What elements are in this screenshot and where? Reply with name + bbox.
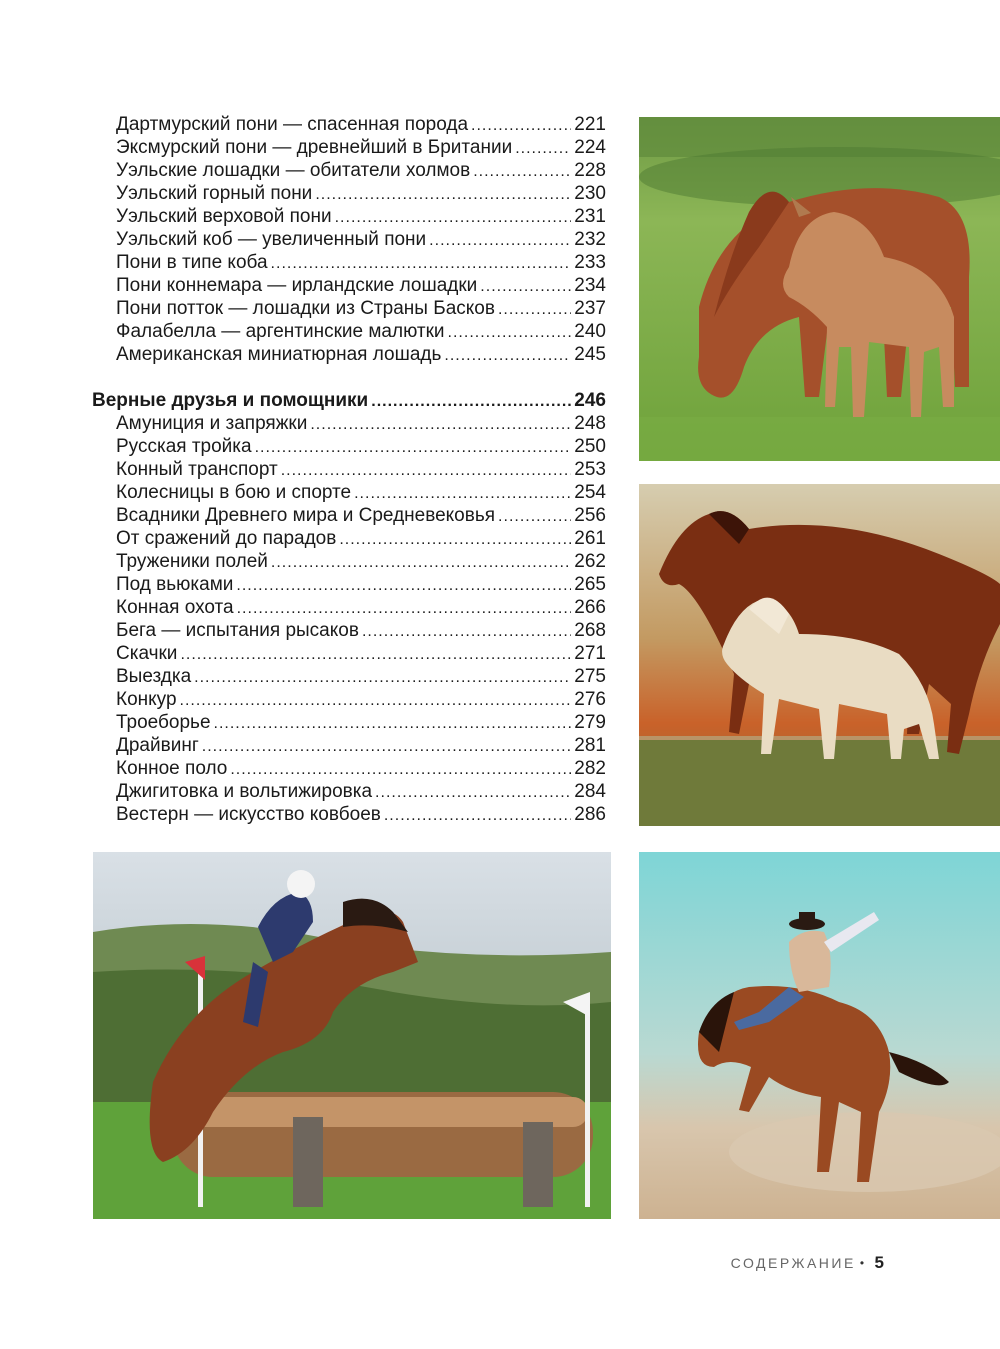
toc-entry-page: 281 (574, 735, 606, 756)
toc-entry-page: 276 (574, 689, 606, 710)
toc-entry-page: 228 (574, 160, 606, 181)
toc-dot-leader (335, 206, 572, 229)
toc-entry-page: 254 (574, 482, 606, 503)
toc-entry-page: 248 (574, 413, 606, 434)
toc-dot-leader (214, 712, 572, 735)
toc-dot-leader (194, 666, 571, 689)
toc-entry-page: 253 (574, 459, 606, 480)
toc-dot-leader (480, 275, 571, 298)
toc-entry (92, 343, 606, 366)
toc-dot-leader (429, 229, 571, 252)
toc-entry-page: 232 (574, 229, 606, 250)
toc-entry-page: 224 (574, 137, 606, 158)
toc-entry-page: 271 (574, 643, 606, 664)
toc-dot-leader (448, 321, 572, 344)
toc-entry-page: 230 (574, 183, 606, 204)
toc-entry-title: Конная охота (116, 597, 234, 618)
table-of-contents (92, 113, 606, 826)
toc-entry-page: 221 (574, 114, 606, 135)
toc-dot-leader (498, 505, 571, 528)
toc-entry (92, 642, 606, 665)
toc-entry (92, 711, 606, 734)
toc-entry-page: 261 (574, 528, 606, 549)
photo-cross-country-jump (93, 852, 611, 1219)
toc-dot-leader (236, 574, 571, 597)
toc-entry-page: 231 (574, 206, 606, 227)
toc-entry (92, 251, 606, 274)
toc-entry (92, 320, 606, 343)
toc-entry-title: Уэльские лошадки — обитатели холмов (116, 160, 471, 181)
toc-dot-leader (473, 160, 571, 183)
toc-entry (92, 596, 606, 619)
page-footer (731, 1253, 884, 1273)
toc-entry-page: 256 (574, 505, 606, 526)
toc-dot-leader (230, 758, 571, 781)
toc-dot-leader (180, 643, 571, 666)
toc-entry (92, 688, 606, 711)
toc-dot-leader (362, 620, 571, 643)
toc-dot-leader (515, 137, 571, 160)
toc-entry-title: Уэльский верховой пони (116, 206, 332, 227)
toc-entry-page: 240 (574, 321, 606, 342)
toc-entry-page: 246 (574, 390, 606, 411)
toc-entry-title: Под вьюками (116, 574, 234, 595)
toc-spacer (92, 366, 606, 389)
toc-entry-title: Амуниция и запряжки (116, 413, 308, 434)
toc-entry-title: Колесницы в бою и спорте (116, 482, 352, 503)
toc-entry-title: Эксмурский пони — древнейший в Британии (116, 137, 513, 158)
toc-entry-page: 284 (574, 781, 606, 802)
toc-entry (92, 113, 606, 136)
toc-dot-leader (281, 459, 572, 482)
toc-dot-leader (271, 252, 572, 275)
toc-entry-title: Конкур (116, 689, 177, 710)
toc-dot-leader (237, 597, 572, 620)
toc-entry (92, 803, 606, 826)
toc-entry (92, 757, 606, 780)
toc-dot-leader (444, 344, 571, 367)
page-number: 5 (874, 1253, 884, 1272)
toc-dot-leader (384, 804, 571, 827)
toc-entry (92, 205, 606, 228)
toc-entry-title: Джигитовка и вольтижировка (116, 781, 373, 802)
toc-entry (92, 481, 606, 504)
toc-entry-title: Труженики полей (116, 551, 268, 572)
toc-entry-page: 275 (574, 666, 606, 687)
toc-entry-title: Конное поло (116, 758, 228, 779)
toc-entry-title: Скачки (116, 643, 178, 664)
toc-entry-title: Вестерн — искусство ковбоев (116, 804, 381, 825)
toc-dot-leader (310, 413, 571, 436)
toc-entry-title: Бега — испытания рысаков (116, 620, 359, 641)
toc-entry (92, 274, 606, 297)
toc-entry-page: 233 (574, 252, 606, 273)
toc-entry (92, 182, 606, 205)
toc-entry (92, 665, 606, 688)
toc-entry (92, 734, 606, 757)
toc-entry-title: Уэльский коб — увеличенный пони (116, 229, 427, 250)
toc-entry-page: 286 (574, 804, 606, 825)
toc-entry-title: Пони потток — лошадки из Страны Басков (116, 298, 495, 319)
toc-entry (92, 504, 606, 527)
toc-dot-leader (371, 390, 571, 413)
toc-entry-page: 279 (574, 712, 606, 733)
toc-dot-leader (180, 689, 572, 712)
toc-entry-title: От сражений до парадов (116, 528, 337, 549)
toc-entry-title: Пони в типе коба (116, 252, 268, 273)
toc-entry-title: Выездка (116, 666, 192, 687)
toc-entry (92, 412, 606, 435)
photo-mare-and-foal (639, 117, 1000, 461)
toc-section-entry (92, 389, 606, 412)
toc-dot-leader (471, 114, 571, 137)
toc-dot-leader (498, 298, 571, 321)
toc-entry-title: Уэльский горный пони (116, 183, 313, 204)
footer-bullet: • (859, 1256, 867, 1270)
toc-entry (92, 780, 606, 803)
toc-dot-leader (339, 528, 571, 551)
toc-entry-page: 245 (574, 344, 606, 365)
toc-entry-title: Русская тройка (116, 436, 252, 457)
footer-section-title: СОДЕРЖАНИЕ (730, 1255, 856, 1271)
toc-entry-page: 282 (574, 758, 606, 779)
toc-entry (92, 228, 606, 251)
toc-entry (92, 435, 606, 458)
toc-entry (92, 550, 606, 573)
toc-entry-page: 268 (574, 620, 606, 641)
toc-entry-page: 237 (574, 298, 606, 319)
toc-entry-title: Конный транспорт (116, 459, 278, 480)
toc-entry (92, 619, 606, 642)
toc-dot-leader (255, 436, 572, 459)
toc-entry-title: Американская миниатюрная лошадь (116, 344, 442, 365)
toc-entry-page: 250 (574, 436, 606, 457)
toc-dot-leader (354, 482, 571, 505)
toc-entry-title: Троеборье (116, 712, 211, 733)
toc-entry (92, 297, 606, 320)
toc-entry-title: Драйвинг (116, 735, 199, 756)
toc-dot-leader (271, 551, 571, 574)
toc-dot-leader (202, 735, 572, 758)
toc-entry-page: 262 (574, 551, 606, 572)
toc-entry-page: 234 (574, 275, 606, 296)
photo-running-horse-and-pony (639, 484, 1000, 826)
toc-entry (92, 573, 606, 596)
toc-entry-title: Всадники Древнего мира и Средневековья (116, 505, 496, 526)
toc-entry (92, 159, 606, 182)
toc-entry-page: 265 (574, 574, 606, 595)
toc-dot-leader (315, 183, 571, 206)
toc-dot-leader (375, 781, 571, 804)
toc-entry (92, 527, 606, 550)
toc-entry-title: Фалабелла — аргентинские малютки (116, 321, 445, 342)
photo-rodeo-bronc-rider (639, 852, 1000, 1219)
toc-entry-title: Верные друзья и помощники (92, 390, 369, 411)
toc-entry (92, 136, 606, 159)
toc-entry-title: Пони коннемара — ирландские лошадки (116, 275, 478, 296)
toc-entry (92, 458, 606, 481)
toc-entry-title: Дартмурский пони — спасенная порода (116, 114, 469, 135)
toc-entry-page: 266 (574, 597, 606, 618)
